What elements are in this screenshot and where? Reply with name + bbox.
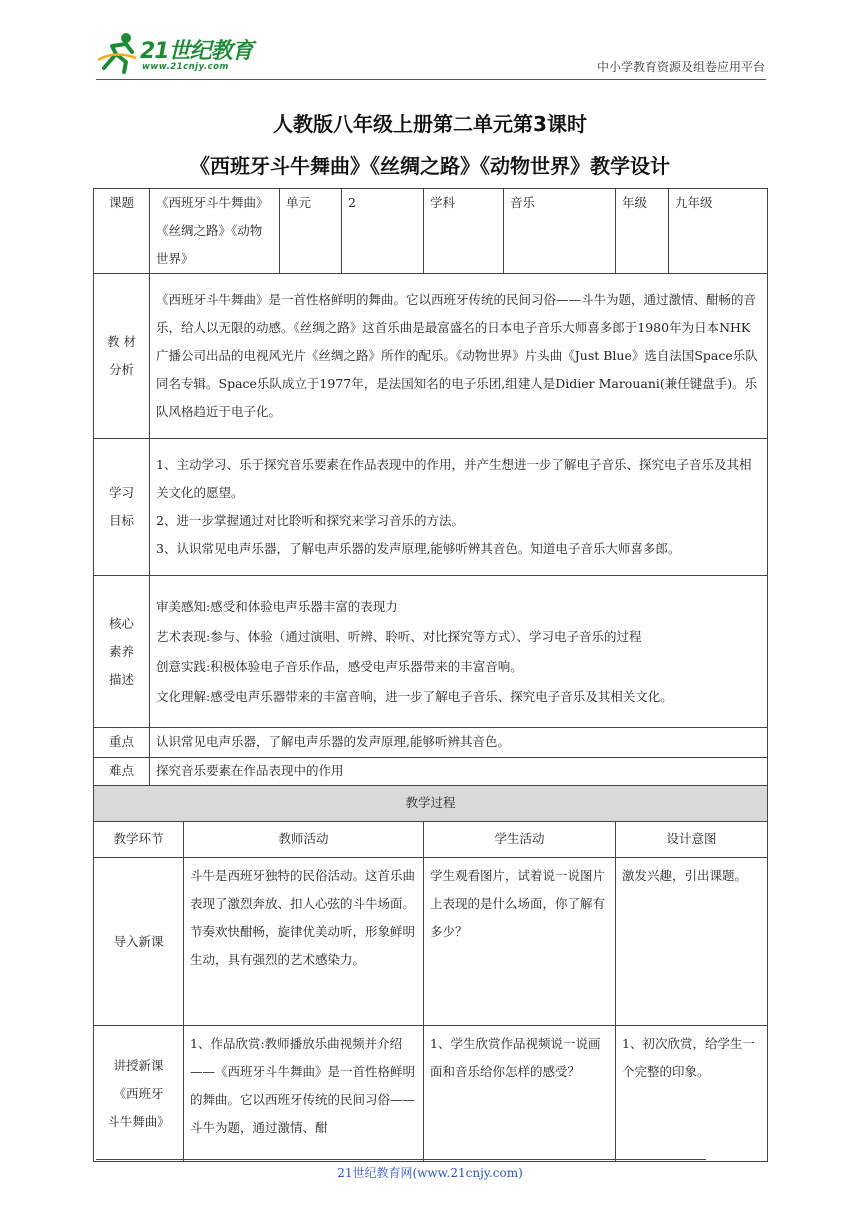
student-activity: 学生观看图片，试着说一说图片上表现的是什么场面，你了解有多少？ xyxy=(424,858,616,1026)
difficulty-row xyxy=(94,758,768,786)
literacy-item: 审美感知:感受和体验电声乐器丰富的表现力 xyxy=(156,598,398,614)
topic-value: 《西班牙斗牛舞曲》《丝绸之路》《动物世界》 xyxy=(150,189,280,274)
key-point-row xyxy=(94,728,768,758)
process-header-row xyxy=(94,822,768,858)
goal-item: 3、认识常见电声乐器，了解电声乐器的发声原理,能够听辨其音色。知道电子音乐大师喜多郎。 xyxy=(156,541,681,556)
info-row xyxy=(94,189,768,274)
teacher-activity: 1、作品欣赏:教师播放乐曲视频并介绍——《西班牙斗牛舞曲》是一首性格鲜明的舞曲。它以西班牙传统的民间习俗——斗牛为题，通过激情、酣 xyxy=(184,1026,424,1162)
lesson-plan-table xyxy=(93,188,768,1162)
design-intent: 1、初次欣赏，给学生一个完整的印象。 xyxy=(616,1026,768,1162)
document-title: 人教版八年级上册第二单元第3课时 xyxy=(273,112,587,136)
topic-label: 课题 xyxy=(94,189,150,274)
literacy-row xyxy=(94,576,768,728)
page-header xyxy=(0,0,860,90)
key-point-label: 重点 xyxy=(94,728,150,758)
analysis-row xyxy=(94,274,768,439)
column-header-stage: 教学环节 xyxy=(94,822,184,858)
process-heading-row xyxy=(94,786,768,822)
footer-divider xyxy=(96,1159,706,1160)
column-header-teacher: 教师活动 xyxy=(184,822,424,858)
goals-list xyxy=(150,439,768,576)
process-row xyxy=(94,858,768,1026)
goals-row xyxy=(94,439,768,576)
process-heading: 教学过程 xyxy=(94,786,768,822)
student-activity: 1、学生欣赏作品视频说一说画面和音乐给你怎样的感受？ xyxy=(424,1026,616,1162)
literacy-item: 文化理解:感受电声乐器带来的丰富音响，进一步了解电子音乐、探究电子音乐及其相关文化。 xyxy=(156,688,673,704)
unit-label: 单元 xyxy=(280,189,342,274)
goal-item: 2、进一步掌握通过对比聆听和探究来学习音乐的方法。 xyxy=(156,513,464,528)
unit-value: 2 xyxy=(342,189,424,274)
literacy-item: 创意实践:积极体验电子音乐作品，感受电声乐器带来的丰富音响。 xyxy=(156,658,523,674)
literacy-list xyxy=(150,576,768,728)
key-point-text: 认识常见电声乐器，了解电声乐器的发声原理,能够听辨其音色。 xyxy=(150,728,768,758)
literacy-item: 艺术表现:参与、体验（通过演唱、听辨、聆听、对比探究等方式）、学习电子音乐的过程 xyxy=(156,628,642,644)
footer-link[interactable]: 21世纪教育网(www.21cnjy.com) xyxy=(337,1166,523,1180)
process-row xyxy=(94,1026,768,1162)
stage-cell: 导入新课 xyxy=(94,858,184,1026)
runner-icon xyxy=(96,30,140,74)
grade-label: 年级 xyxy=(616,189,669,274)
stage-cell: 讲授新课 《西班牙 斗牛舞曲》 xyxy=(94,1026,184,1162)
difficulty-text: 探究音乐要素在作品表现中的作用 xyxy=(150,758,768,786)
goal-item: 1、主动学习、乐于探究音乐要素在作品表现中的作用，并产生想进一步了解电子音乐、探究电子音乐及其相关文化的愿望。 xyxy=(156,457,752,500)
literacy-label: 核心 素养 描述 xyxy=(94,576,150,728)
difficulty-label: 难点 xyxy=(94,758,150,786)
analysis-label: 教 材 分析 xyxy=(94,274,150,439)
column-header-student: 学生活动 xyxy=(424,822,616,858)
analysis-text: 《西班牙斗牛舞曲》是一首性格鲜明的舞曲。它以西班牙传统的民间习俗——斗牛为题，通过激情、酣畅的音乐，给人以无限的动感。《丝绸之路》这首乐曲是最富盛名的日本电子音乐大师喜多郎于1980年为日本NHK广播公司出品的电视风光片《丝绸之路》所作的配乐。《动物世界》片头曲《Just Blue》选自法国Space乐队同名专辑。Space乐队成立于1977年，是法国知名的电子乐团,组建人是Didier Marouani(兼任键盘手)。乐队风格趋近于电子化。 xyxy=(150,274,768,439)
design-intent: 激发兴趣，引出课题。 xyxy=(616,858,768,1026)
header-tagline: 中小学教育资源及组卷应用平台 xyxy=(596,60,765,74)
brand-logo xyxy=(96,30,266,80)
subject-value: 音乐 xyxy=(504,189,616,274)
column-header-intent: 设计意图 xyxy=(616,822,768,858)
goals-label: 学习 目标 xyxy=(94,439,150,576)
teacher-activity: 斗牛是西班牙独特的民俗活动。这首乐曲表现了激烈奔放、扣人心弦的斗牛场面。节奏欢快酣畅，旋律优美动听，形象鲜明生动，具有强烈的艺术感染力。 xyxy=(184,858,424,1026)
header-divider xyxy=(96,79,766,80)
document-subtitle: 《西班牙斗牛舞曲》《丝绸之路》《动物世界》教学设计 xyxy=(190,154,670,178)
logo-url: www.21cnjy.com xyxy=(142,62,229,72)
grade-value: 九年级 xyxy=(669,189,768,274)
logo-text: 21世纪教育 xyxy=(140,39,253,64)
subject-label: 学科 xyxy=(424,189,504,274)
